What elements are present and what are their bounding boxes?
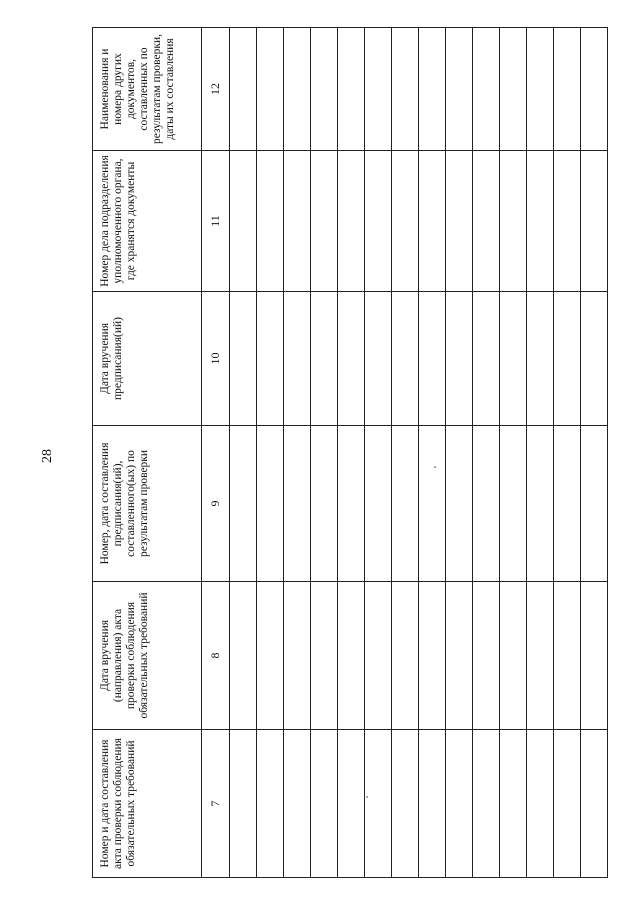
table-cell xyxy=(473,730,500,878)
table-cell xyxy=(473,151,500,292)
table-cell xyxy=(284,151,311,292)
table-cell xyxy=(230,582,257,730)
table-cell xyxy=(392,151,419,292)
table-cell xyxy=(365,426,392,582)
table-cell xyxy=(473,582,500,730)
table-cell xyxy=(311,28,338,151)
header-cell-act-delivery-date: Дата вручения (направления) акта проверки соблюдения обязательных требований xyxy=(93,582,202,730)
column-number-cell: 8 xyxy=(202,582,230,730)
table-cell xyxy=(230,426,257,582)
table-cell xyxy=(230,151,257,292)
page-number: 28 xyxy=(40,449,55,463)
table-cell xyxy=(284,292,311,426)
table-cell xyxy=(365,28,392,151)
table-cell xyxy=(392,582,419,730)
column-number-cell: 10 xyxy=(202,292,230,426)
table-cell xyxy=(311,582,338,730)
table-cell xyxy=(446,730,473,878)
table-row xyxy=(311,28,338,878)
register-table-wrapper xyxy=(92,28,578,878)
table-cell xyxy=(527,582,554,730)
table-cell xyxy=(392,730,419,878)
table-cell xyxy=(257,151,284,292)
header-cell-order-number-date: Номер, дата составления предписания(ий), составленного(ых) по результатам проверки xyxy=(93,426,202,582)
table-cell xyxy=(338,292,365,426)
header-cell-other-documents: Наименования и номера других документов, составленных по результатам проверки, даты их составления xyxy=(93,28,202,151)
table-cell xyxy=(365,582,392,730)
table-cell xyxy=(257,730,284,878)
table-row xyxy=(365,28,392,878)
table-cell xyxy=(554,292,581,426)
table-cell xyxy=(446,292,473,426)
table-cell xyxy=(230,292,257,426)
table-cell xyxy=(500,28,527,151)
register-table xyxy=(92,27,608,878)
table-cell xyxy=(419,730,446,878)
table-cell xyxy=(554,582,581,730)
table-cell xyxy=(527,730,554,878)
table-row xyxy=(338,28,365,878)
table-cell xyxy=(419,151,446,292)
table-cell xyxy=(554,28,581,151)
table-cell xyxy=(446,426,473,582)
table-cell xyxy=(392,28,419,151)
table-cell xyxy=(527,426,554,582)
scan-speck xyxy=(366,796,368,798)
table-cell xyxy=(419,292,446,426)
table-cell xyxy=(365,292,392,426)
table-cell xyxy=(500,582,527,730)
table-cell xyxy=(338,730,365,878)
table-cell xyxy=(473,426,500,582)
table-cell xyxy=(284,28,311,151)
table-cell xyxy=(446,582,473,730)
table-row xyxy=(527,28,554,878)
column-number-cell: 7 xyxy=(202,730,230,878)
header-cell-order-delivery-date: Дата вручения предписания(ий) xyxy=(93,292,202,426)
column-number-cell: 11 xyxy=(202,151,230,292)
table-cell xyxy=(311,151,338,292)
table-cell xyxy=(500,292,527,426)
table-cell xyxy=(527,151,554,292)
table-cell xyxy=(581,28,608,151)
table-cell xyxy=(419,28,446,151)
column-number-cell: 9 xyxy=(202,426,230,582)
table-row xyxy=(284,28,311,878)
table-cell xyxy=(554,730,581,878)
table-cell xyxy=(365,730,392,878)
table-cell xyxy=(338,151,365,292)
table-cell xyxy=(365,151,392,292)
table-row xyxy=(230,28,257,878)
table-cell xyxy=(311,426,338,582)
table-cell xyxy=(446,151,473,292)
table-cell xyxy=(581,730,608,878)
table-cell xyxy=(338,426,365,582)
header-cell-act-number-date: Номер и дата составления акта проверки соблюдения обязательных требований xyxy=(93,730,202,878)
column-number-row xyxy=(202,28,230,878)
table-cell xyxy=(527,292,554,426)
table-cell xyxy=(500,151,527,292)
table-cell xyxy=(338,582,365,730)
table-row xyxy=(500,28,527,878)
table-cell xyxy=(581,292,608,426)
table-cell xyxy=(446,28,473,151)
table-cell xyxy=(554,151,581,292)
table-cell xyxy=(230,730,257,878)
table-cell xyxy=(392,426,419,582)
table-cell xyxy=(230,28,257,151)
table-cell xyxy=(500,730,527,878)
table-cell xyxy=(392,292,419,426)
table-cell xyxy=(284,426,311,582)
table-cell xyxy=(581,426,608,582)
table-cell xyxy=(419,582,446,730)
header-cell-case-number: Номер дела подразделения уполномоченного органа, где хранятся документы xyxy=(93,151,202,292)
table-row xyxy=(392,28,419,878)
table-cell xyxy=(257,426,284,582)
table-cell xyxy=(284,582,311,730)
table-cell xyxy=(581,582,608,730)
table-cell xyxy=(284,730,311,878)
table-cell xyxy=(257,582,284,730)
table-cell xyxy=(257,292,284,426)
table-cell xyxy=(554,426,581,582)
scan-speck xyxy=(434,466,436,468)
table-cell xyxy=(257,28,284,151)
table-cell xyxy=(473,292,500,426)
table-cell xyxy=(311,730,338,878)
table-row xyxy=(446,28,473,878)
header-row xyxy=(93,28,202,878)
table-row xyxy=(473,28,500,878)
column-number-cell: 12 xyxy=(202,28,230,151)
table-cell xyxy=(473,28,500,151)
table-cell xyxy=(581,151,608,292)
table-row xyxy=(581,28,608,878)
table-row xyxy=(257,28,284,878)
table-cell xyxy=(419,426,446,582)
table-row xyxy=(419,28,446,878)
table-cell xyxy=(527,28,554,151)
table-cell xyxy=(500,426,527,582)
table-row xyxy=(554,28,581,878)
table-cell xyxy=(311,292,338,426)
table-cell xyxy=(338,28,365,151)
